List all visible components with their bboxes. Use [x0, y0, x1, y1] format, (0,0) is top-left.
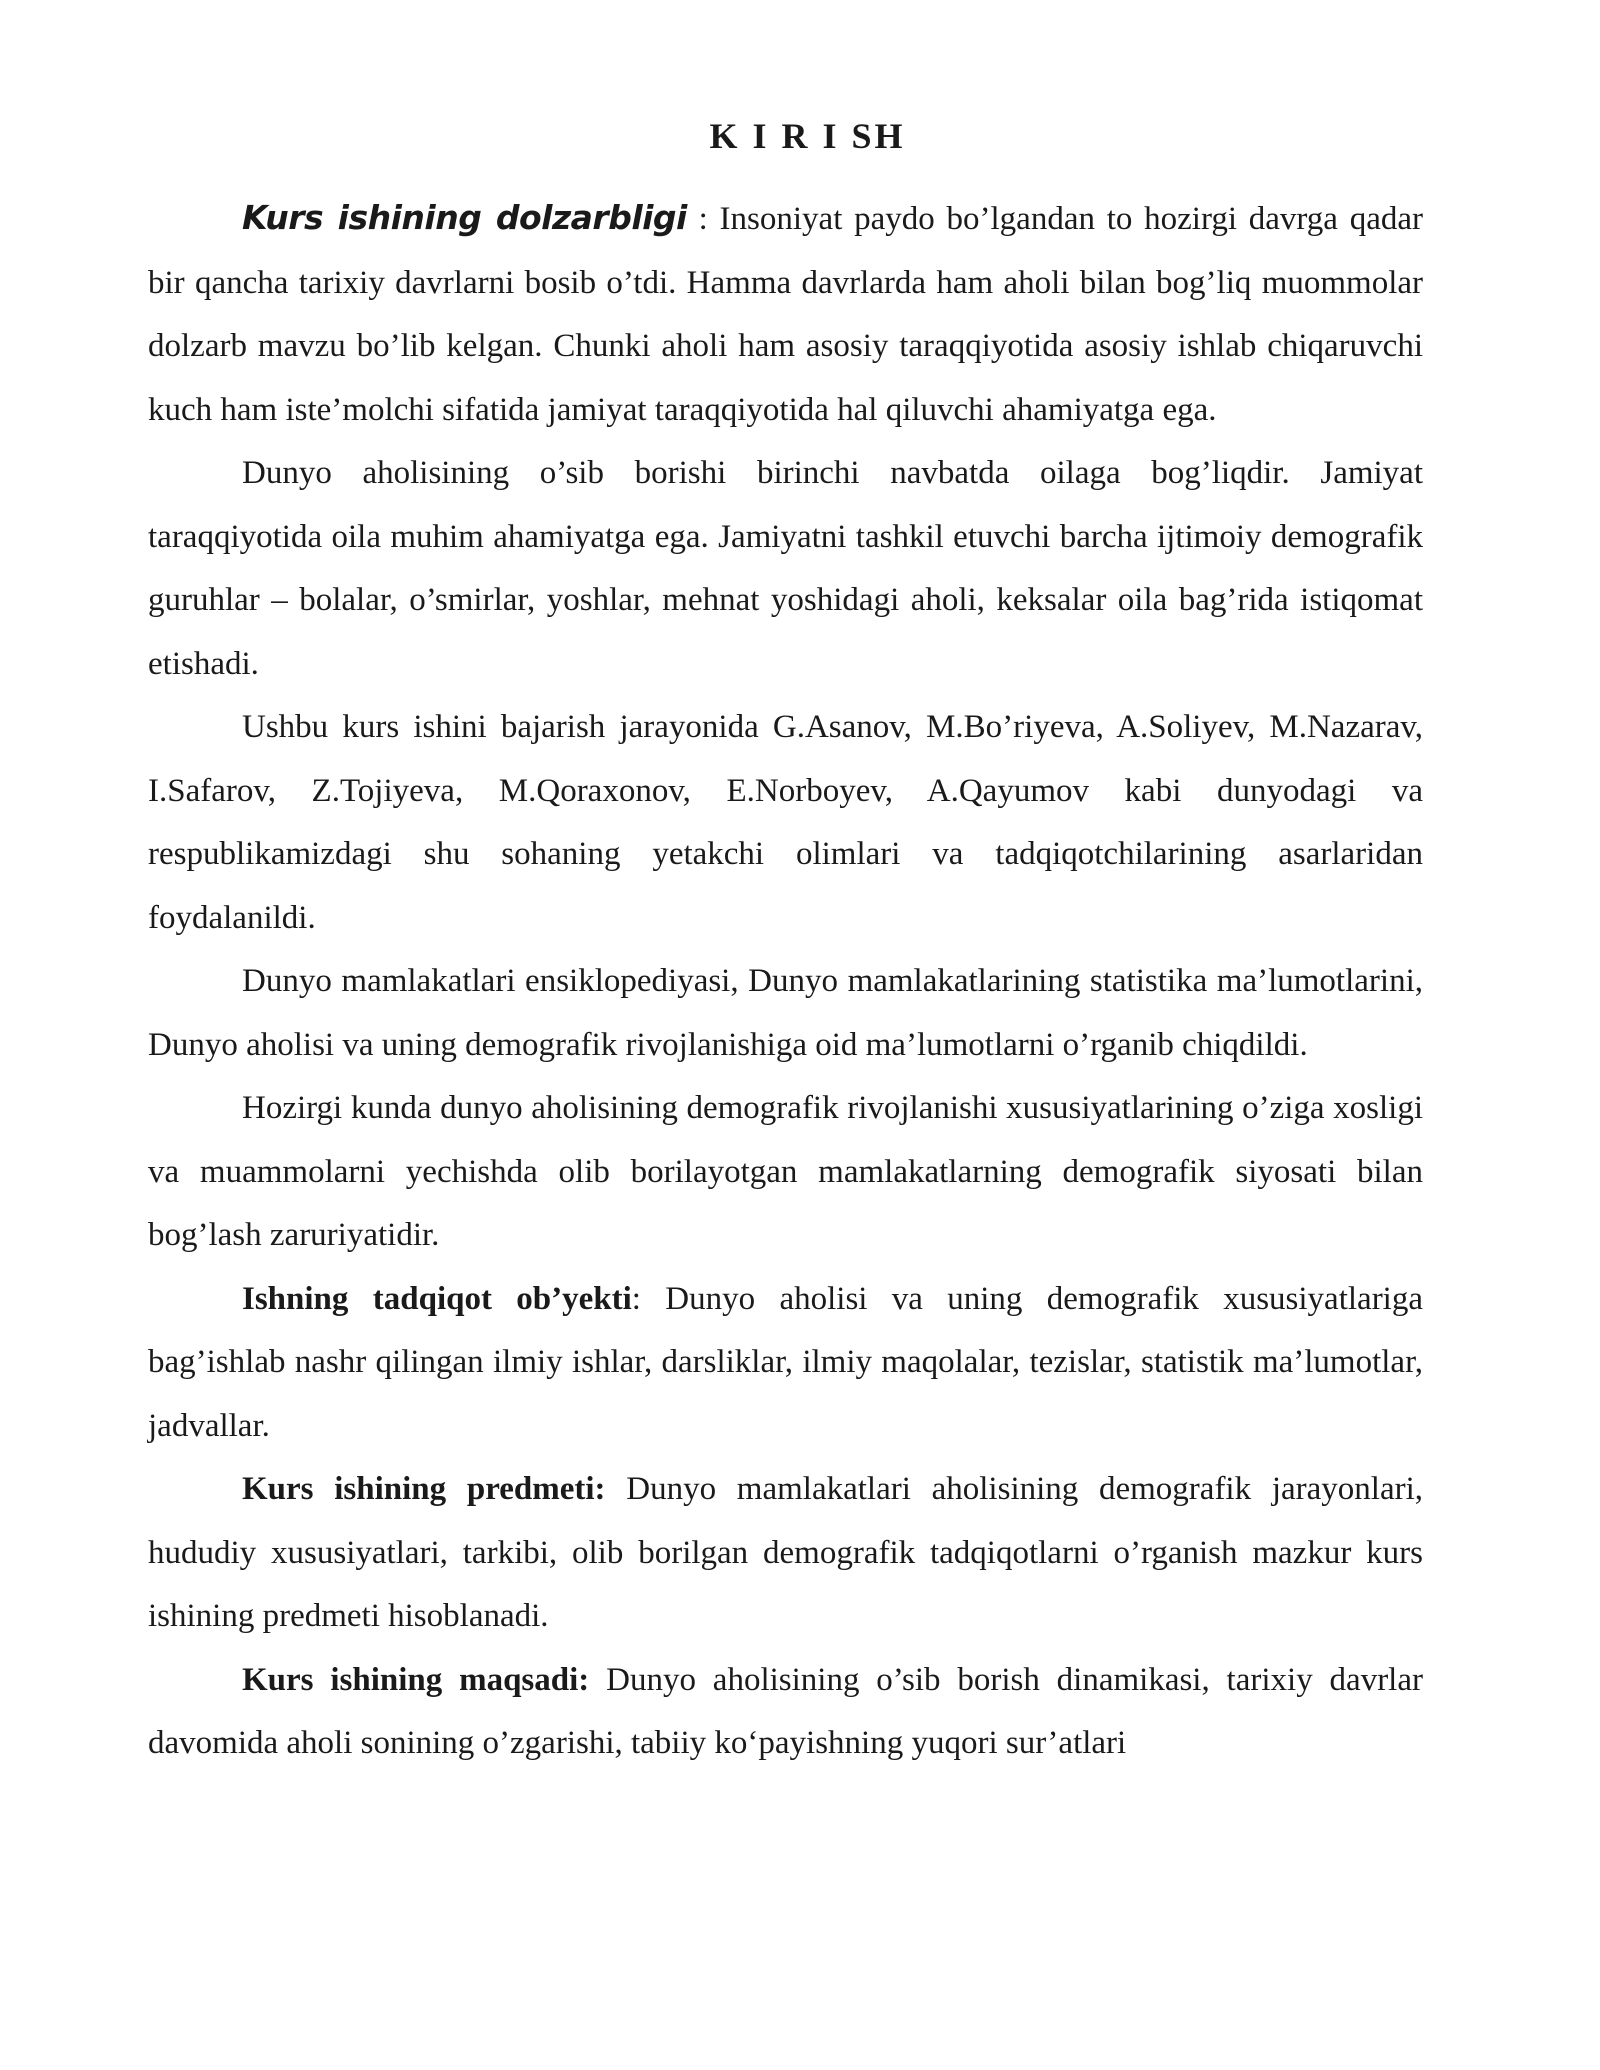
- paragraph-text: Dunyo mamlakatlari ensiklopediyasi, Dunyo mamlakatlarining statistika ma’lumotlarini, Dunyo aholisi va uning demografik rivojlanishiga oid ma’lumotlarni o’rganib chiqdildi.: [148, 963, 1423, 1063]
- paragraph-research-object: [148, 1268, 1423, 1459]
- paragraph-subject: [148, 1458, 1423, 1649]
- paragraph-lead-bold: Ishning tadqiqot ob’yekti: [242, 1280, 632, 1317]
- paragraph-text: : Insoniyat paydo bo’lgandan to hozirgi davrga qadar bir qancha tarixiy davrlarni bosib o’tdi. Hamma davrlarda ham aholi bilan bog’liq muommolar dolzarb mavzu bo’lib kelgan. Chunki aholi ham asosiy taraqqiyotida asosiy ishlab chiqaruvchi kuch ham iste’molchi sifatida jamiyat taraqqiyotida hal qiluvchi ahamiyatga ega.: [148, 201, 1423, 428]
- paragraph-sources-authors: [148, 696, 1423, 950]
- paragraph-current-state: [148, 1077, 1423, 1268]
- paragraph-population-growth: [148, 442, 1423, 696]
- paragraph-goal: [148, 1649, 1423, 1776]
- paragraph-text: Ushbu kurs ishini bajarish jarayonida G.Asanov, M.Bo’riyeva, A.Soliyev, M.Nazarav, I.Safarov, Z.Tojiyeva, M.Qoraxonov, E.Norboyev, A.Qayumov kabi dunyodagi va respublikamizdagi shu sohaning yetakchi olimlari va tadqiqotchilarining asarlaridan foydalanildi.: [148, 709, 1423, 936]
- paragraph-lead-bold: Kurs ishining predmeti:: [242, 1471, 606, 1507]
- paragraph-lead-bold: Kurs ishining maqsadi:: [242, 1661, 590, 1698]
- paragraph-relevance: [148, 186, 1423, 442]
- paragraph-text: Dunyo aholisining o’sib borish dinamikasi, tarixiy davrlar davomida aholi sonining o’zgarishi, tabiiy ko‘payishning yuqori sur’atlari: [148, 1661, 1423, 1761]
- paragraph-statistics: [148, 950, 1423, 1077]
- paragraph-text: Dunyo aholisining o’sib borishi birinchi navbatda oilaga bog’liqdir. Jamiyat taraqqiyotida oila muhim ahamiyatga ega. Jamiyatni tashkil etuvchi barcha ijtimoiy demografik guruhlar – bolalar, o’smirlar, yoshlar, mehnat yoshidagi aholi, keksalar oila bag’rida istiqomat etishadi.: [148, 455, 1423, 682]
- document-title: K I R I SH: [709, 116, 906, 156]
- paragraph-lead-italic: Kurs ishining dolzarbligi: [242, 198, 687, 237]
- paragraph-text: Hozirgi kunda dunyo aholisining demografik rivojlanishi xususiyatlarining o’ziga xosligi va muammolarni yechishda olib borilayotgan mamlakatlarning demografik siyosati bilan bog’lash zaruriyatidir.: [148, 1090, 1423, 1253]
- document-page: [148, 108, 1423, 1776]
- paragraph-text: Dunyo mamlakatlari aholisining demografik jarayonlari, hududiy xususiyatlari, tarkibi, olib borilgan demografik tadqiqotlarni o’rganish mazkur kurs ishining predmeti hisoblanadi.: [148, 1471, 1423, 1634]
- paragraph-text: : Dunyo aholisi va uning demografik xususiyatlariga bag’ishlab nashr qilingan ilmiy ishlar, darsliklar, ilmiy maqolalar, tezislar, statistik ma’lumotlar, jadvallar.: [148, 1280, 1423, 1444]
